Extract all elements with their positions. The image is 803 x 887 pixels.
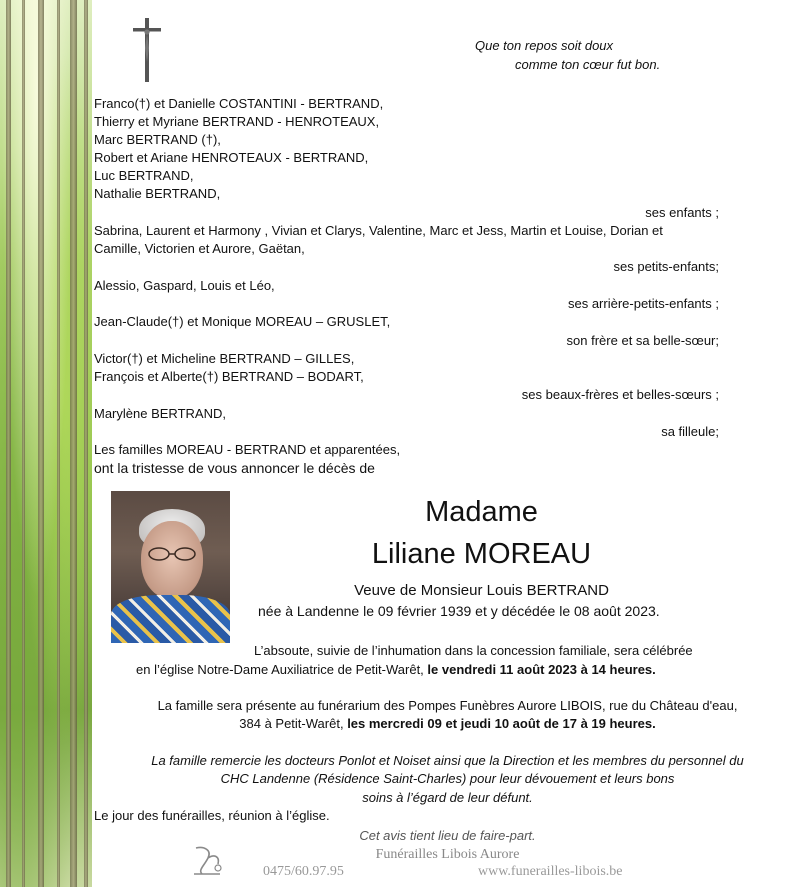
in-laws-line: François et Alberte(†) BERTRAND – BODART, (94, 369, 364, 384)
children-line: Thierry et Myriane BERTRAND - HENROTEAUX, (94, 114, 380, 129)
goddaughter-role: sa filleule; (661, 424, 719, 439)
funeral-home-hours: les mercredi 09 et jeudi 10 août de 17 à 19 heures. (347, 716, 656, 731)
grandchildren-line: Camille, Victorien et Aurore, Gaëtan, (94, 241, 305, 256)
children-line: Nathalie BERTRAND, (94, 186, 221, 201)
footer-website[interactable]: www.funerailles-libois.be (478, 864, 623, 879)
funeral-home-line-1: La famille sera présente au funérarium des Pompes Funèbres Aurore LIBOIS, rue du Château d'eau, (157, 698, 738, 713)
in-laws-line: Victor(†) et Micheline BERTRAND – GILLES, (94, 351, 355, 366)
quote-line-2: comme ton cœur fut bon. (515, 57, 661, 72)
footer-phone: 0475/60.97.95 (263, 864, 344, 879)
crucifix-icon (132, 18, 162, 82)
forest-background-image (0, 0, 92, 887)
footer-company: Funérailles Libois Aurore (375, 847, 520, 862)
in-laws-role: ses beaux-frères et belles-sœurs ; (521, 387, 719, 402)
notice-line: Cet avis tient lieu de faire-part. (359, 828, 536, 843)
thanks-line: CHC Landenne (Résidence Saint-Charles) pour leur dévouement et leurs bons (220, 771, 675, 786)
grandchildren-role: ses petits-enfants; (613, 259, 719, 274)
deceased-title: Madame (425, 496, 538, 528)
announcement-line: ont la tristesse de vous annoncer le décès de (94, 460, 375, 476)
brother-role: son frère et sa belle-sœur; (566, 333, 719, 348)
ceremony-church: en l’église Notre-Dame Auxiliatrice de Petit-Warêt, (136, 662, 424, 677)
great-grandchildren-line: Alessio, Gaspard, Louis et Léo, (94, 278, 275, 293)
funeral-home-line-2 (92, 716, 803, 731)
thanks-line: La famille remercie les docteurs Ponlot et Noiset ainsi que la Direction et les membres du personnel du (151, 753, 744, 768)
children-role: ses enfants ; (645, 205, 719, 220)
birth-death: née à Landenne le 09 février 1939 et y décédée le 08 août 2023. (258, 603, 660, 619)
goddaughter-line: Marylène BERTRAND, (94, 406, 226, 421)
families-line: Les familles MOREAU - BERTRAND et apparentées, (94, 442, 401, 457)
ceremony-line-2 (136, 662, 656, 677)
great-grandchildren-role: ses arrière-petits-enfants ; (567, 296, 719, 311)
children-line: Luc BERTRAND, (94, 168, 194, 183)
funeral-home-address: 384 à Petit-Warêt, (239, 716, 344, 731)
deceased-name: Liliane MOREAU (371, 538, 592, 570)
children-line: Marc BERTRAND (†), (94, 132, 221, 147)
deceased-photo (111, 491, 230, 643)
ceremony-date: le vendredi 11 août 2023 à 14 heures. (427, 662, 656, 677)
ceremony-line-1: L’absoute, suivie de l’inhumation dans la concession familiale, sera célébrée (254, 643, 693, 658)
thanks-line: soins à l’égard de leur défunt. (362, 790, 533, 805)
quote-line-1: Que ton repos soit doux (475, 38, 614, 53)
grandchildren-line: Sabrina, Laurent et Harmony , Vivian et Clarys, Valentine, Marc et Jess, Martin et Louise, Dorian et (94, 223, 663, 238)
brother-line: Jean-Claude(†) et Monique MOREAU – GRUSLET, (94, 314, 391, 329)
children-line: Franco(†) et Danielle COSTANTINI - BERTRAND, (94, 96, 384, 111)
gathering-line: Le jour des funérailles, réunion à l’église. (94, 808, 330, 823)
widow-of: Veuve de Monsieur Louis BERTRAND (354, 582, 609, 599)
children-line: Robert et Ariane HENROTEAUX - BERTRAND, (94, 150, 369, 165)
